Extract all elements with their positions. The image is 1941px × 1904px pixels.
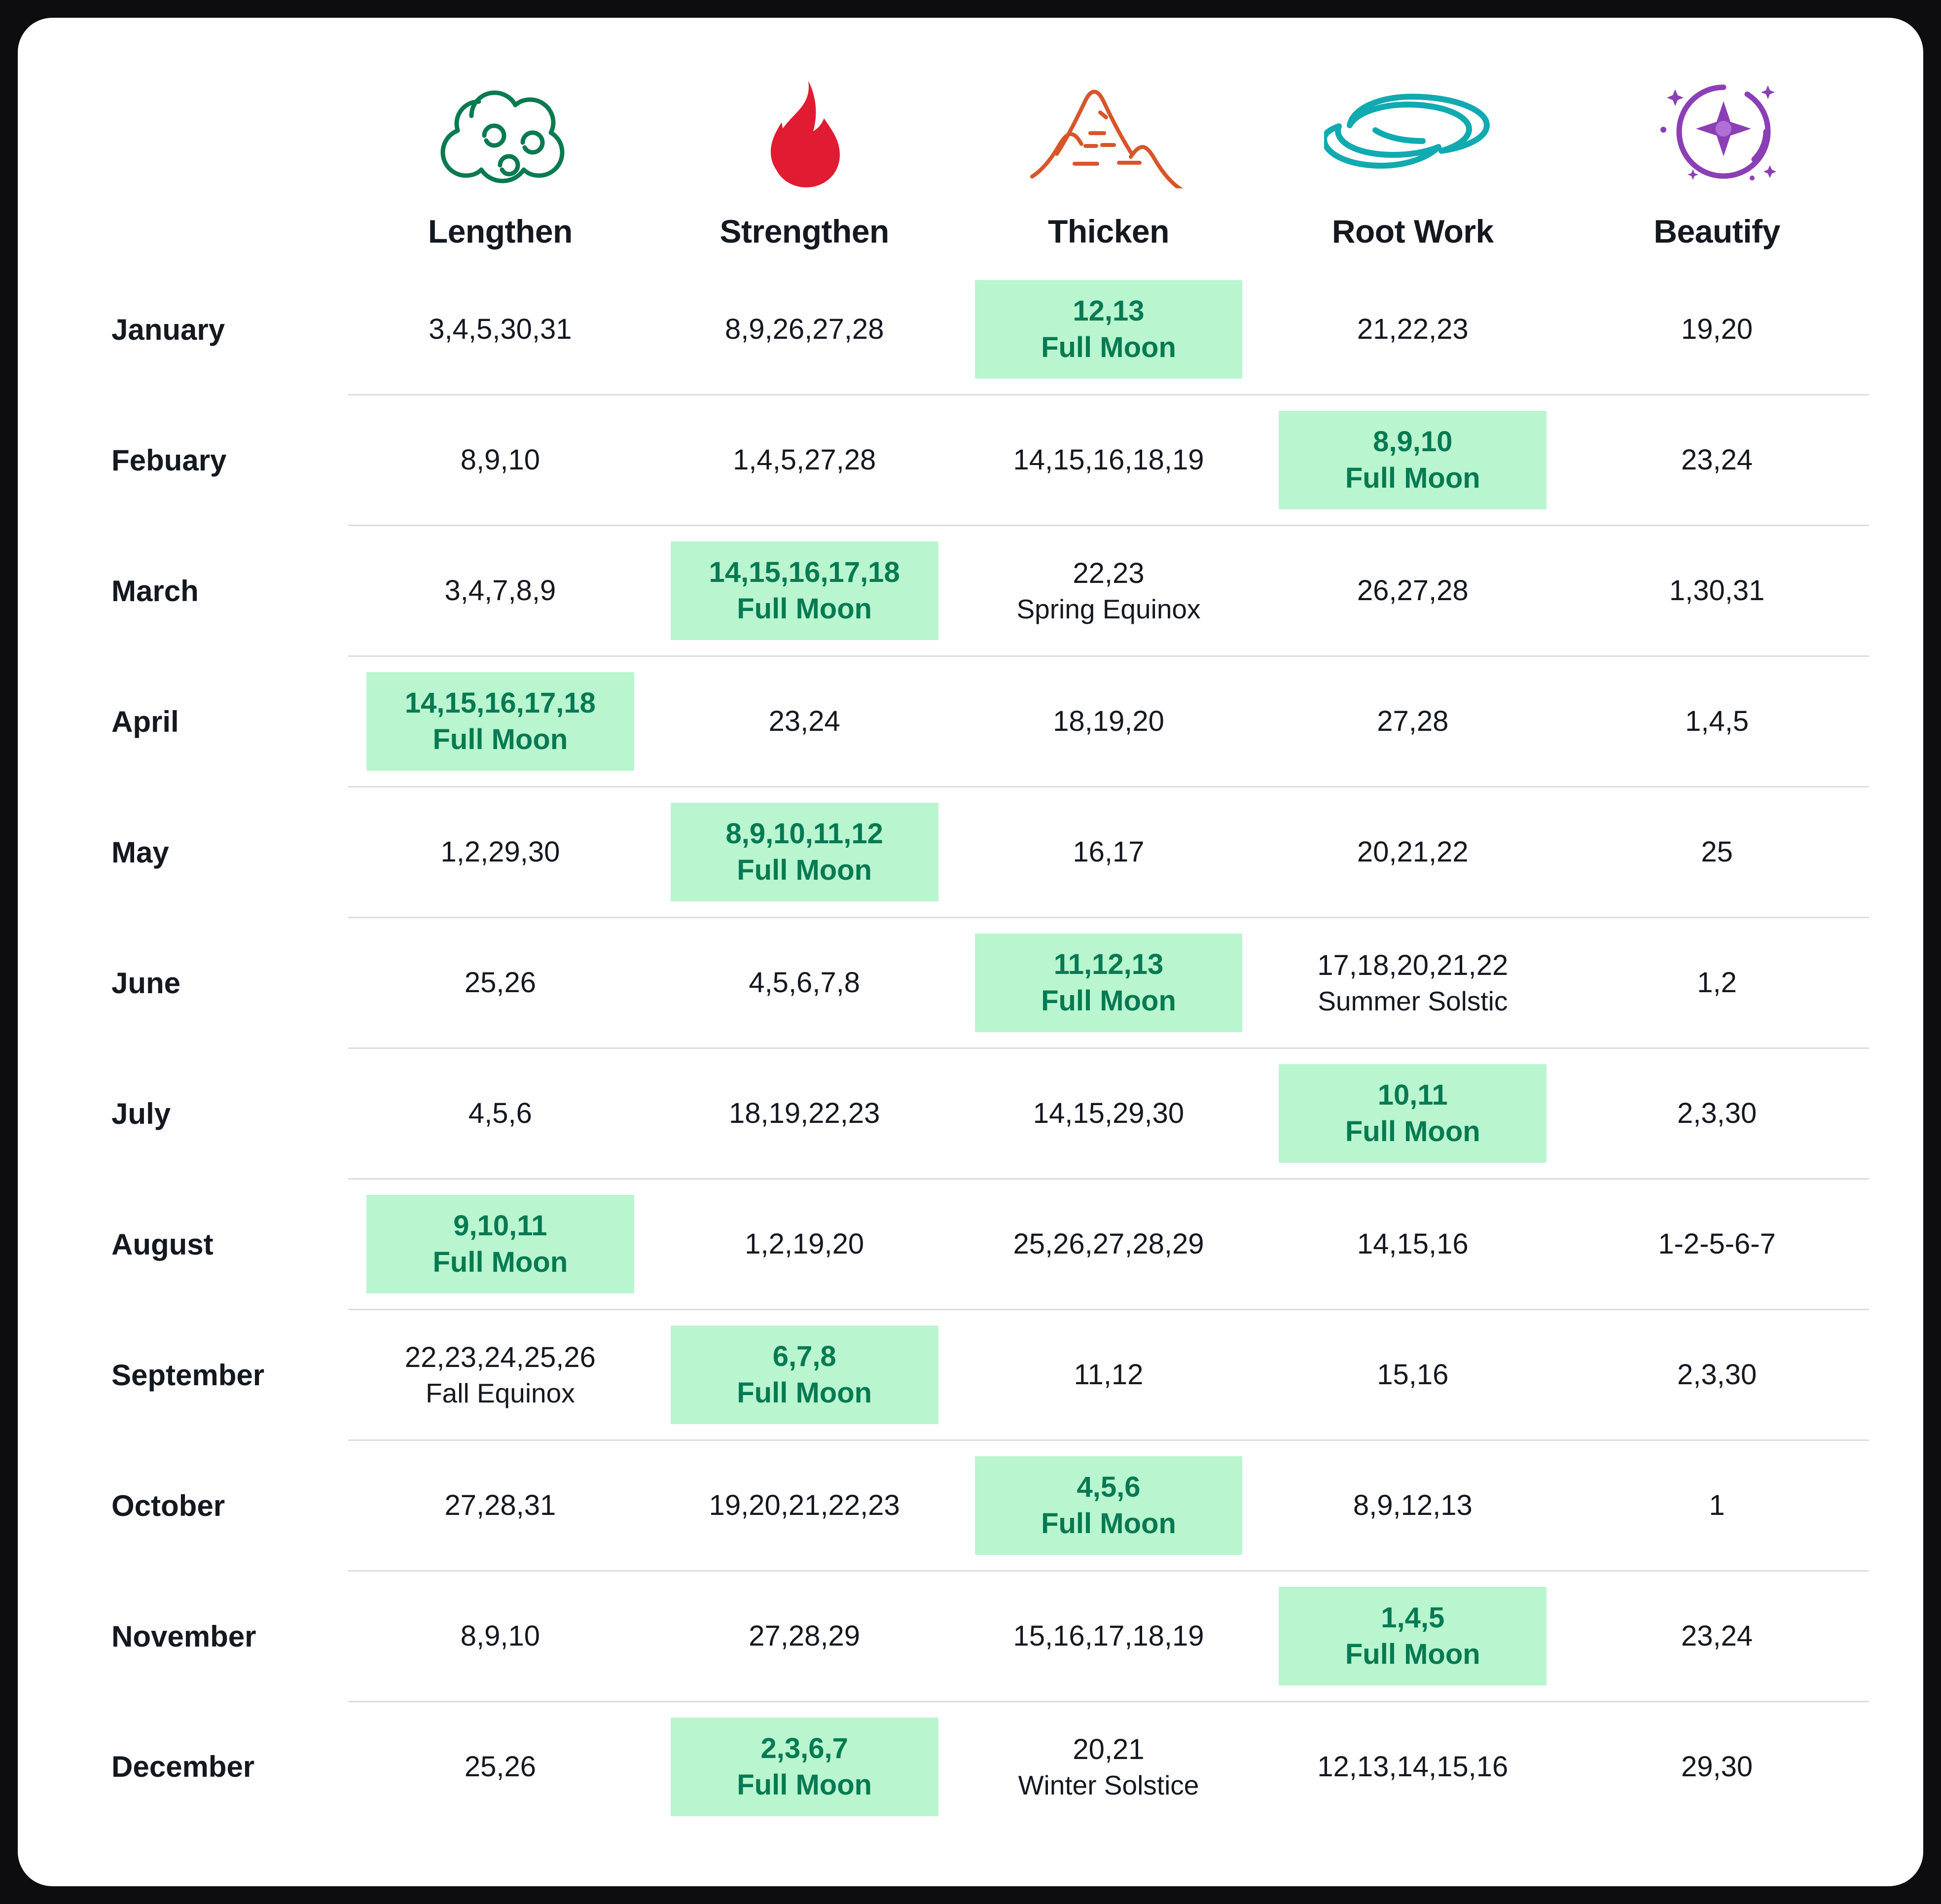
- cell-dates: 4,5,6: [1077, 1471, 1141, 1503]
- dates-cell: [652, 442, 957, 478]
- month-label: Febuary: [111, 443, 227, 477]
- cell-note: Spring Equinox: [1016, 593, 1201, 624]
- column-label-lengthen: Lengthen: [428, 213, 573, 250]
- cell-dates: 22,23: [1073, 557, 1145, 589]
- mountain-icon: [1027, 63, 1190, 206]
- full-moon-cell: [975, 934, 1243, 1032]
- cell-thicken: [957, 1179, 1261, 1310]
- cell-dates: 2,3,30: [1677, 1097, 1757, 1129]
- dates-cell: [957, 1095, 1261, 1132]
- table-row: [72, 1702, 1869, 1832]
- cell-thicken: [957, 918, 1261, 1048]
- cloud-swirl-icon: [426, 63, 574, 206]
- cell-dates: 17,18,20,21,22: [1317, 949, 1509, 981]
- cell-dates: 25,26,27,28,29: [1013, 1227, 1204, 1260]
- header-lengthen: [348, 62, 652, 265]
- column-label-strengthen: Strengthen: [719, 213, 889, 250]
- cell-thicken: [957, 395, 1261, 526]
- header-thicken: [957, 62, 1261, 265]
- full-moon-label: Full Moon: [1345, 462, 1480, 494]
- table-row: [72, 265, 1869, 395]
- cell-beautify: [1565, 1702, 1869, 1832]
- cell-rootwork: [1260, 395, 1565, 526]
- cell-rootwork: [1260, 656, 1565, 787]
- cell-dates: 23,24: [768, 705, 840, 737]
- header-month-blank: [72, 62, 348, 265]
- header-root-work: [1260, 62, 1565, 265]
- cell-dates: 8,9,26,27,28: [724, 313, 884, 345]
- header-row: [72, 62, 1869, 265]
- dates-cell: [957, 703, 1261, 740]
- dates-cell: [348, 311, 652, 348]
- cell-dates: 25: [1701, 835, 1733, 868]
- header-beautify: [1565, 62, 1869, 265]
- cell-beautify: [1565, 787, 1869, 918]
- dates-cell: [1260, 1487, 1565, 1524]
- full-moon-label: Full Moon: [1345, 1638, 1480, 1670]
- full-moon-label: Full Moon: [1041, 331, 1176, 363]
- wave-icon: [1324, 63, 1502, 206]
- cell-lengthen: [348, 1048, 652, 1179]
- cell-dates: 6,7,8: [772, 1340, 836, 1372]
- cell-lengthen: [348, 526, 652, 656]
- cell-dates: 8,9,10: [1373, 425, 1453, 458]
- cell-strengthen: [652, 787, 957, 918]
- dates-cell: [1565, 965, 1869, 1001]
- cell-rootwork: [1260, 1179, 1565, 1310]
- dates-cell: [1565, 1226, 1869, 1262]
- cell-rootwork: [1260, 1310, 1565, 1440]
- table-row: [72, 395, 1869, 526]
- cell-note: Fall Equinox: [426, 1377, 575, 1408]
- cell-rootwork: [1260, 1440, 1565, 1571]
- full-moon-label: Full Moon: [737, 1377, 872, 1409]
- dates-cell: [1260, 834, 1565, 870]
- cell-dates: 26,27,28: [1357, 574, 1469, 607]
- cell-thicken: [957, 1440, 1261, 1571]
- dates-cell: [1565, 1487, 1869, 1524]
- header-strengthen: [652, 62, 957, 265]
- cell-dates: 1,2,29,30: [440, 835, 560, 868]
- cell-dates: 23,24: [1681, 1619, 1753, 1652]
- dates-cell: [1260, 947, 1565, 1019]
- full-moon-cell: [366, 1195, 634, 1293]
- cell-lengthen: [348, 787, 652, 918]
- cell-beautify: [1565, 1571, 1869, 1702]
- dates-cell: [348, 1095, 652, 1132]
- dates-cell: [957, 1618, 1261, 1654]
- cell-dates: 1,30,31: [1669, 574, 1765, 607]
- cell-dates: 1,2: [1697, 966, 1737, 999]
- cell-rootwork: [1260, 526, 1565, 656]
- dates-cell: [348, 965, 652, 1001]
- cell-thicken: [957, 526, 1261, 656]
- month-label: July: [111, 1097, 171, 1130]
- cell-dates: 19,20: [1681, 313, 1753, 345]
- cell-dates: 4,5,6,7,8: [749, 966, 861, 999]
- cell-beautify: [1565, 656, 1869, 787]
- table-row: [72, 1440, 1869, 1571]
- cell-dates: 15,16: [1377, 1358, 1449, 1391]
- cell-rootwork: [1260, 265, 1565, 395]
- full-moon-cell: [1279, 1587, 1546, 1686]
- column-label-beautify: Beautify: [1653, 213, 1780, 250]
- cell-dates: 1,4,5,27,28: [733, 443, 876, 476]
- cell-strengthen: [652, 1179, 957, 1310]
- month-label: September: [111, 1358, 265, 1392]
- dates-cell: [957, 555, 1261, 627]
- month-label: August: [111, 1227, 214, 1261]
- cell-dates: 8,9,10,11,12: [725, 817, 883, 850]
- cell-lengthen: [348, 656, 652, 787]
- cell-rootwork: [1260, 1048, 1565, 1179]
- cell-dates: 27,28,31: [444, 1489, 556, 1521]
- cell-dates: 12,13,14,15,16: [1317, 1750, 1509, 1783]
- dates-cell: [1565, 311, 1869, 348]
- cell-dates: 14,15,16,18,19: [1013, 443, 1204, 476]
- month-label: May: [111, 835, 169, 869]
- cell-dates: 14,15,16: [1357, 1227, 1469, 1260]
- cell-thicken: [957, 265, 1261, 395]
- dates-cell: [1260, 311, 1565, 348]
- cell-dates: 1-2-5-6-7: [1658, 1227, 1776, 1260]
- cell-dates: 18,19,22,23: [728, 1097, 880, 1129]
- dates-cell: [348, 834, 652, 870]
- cell-rootwork: [1260, 1571, 1565, 1702]
- dates-cell: [957, 834, 1261, 870]
- cell-dates: 20,21: [1073, 1733, 1145, 1765]
- full-moon-cell: [1279, 1064, 1546, 1163]
- cell-dates: 2,3,6,7: [760, 1732, 848, 1764]
- month-label: June: [111, 966, 181, 1000]
- column-label-thicken: Thicken: [1048, 213, 1169, 250]
- cell-dates: 21,22,23: [1357, 313, 1469, 345]
- cell-beautify: [1565, 265, 1869, 395]
- cell-thicken: [957, 1702, 1261, 1832]
- month-label: April: [111, 705, 179, 738]
- cell-dates: 14,15,16,17,18: [709, 556, 900, 588]
- cell-dates: 3,4,7,8,9: [444, 574, 556, 607]
- cell-dates: 11,12,13: [1053, 948, 1164, 980]
- month-label: November: [111, 1619, 256, 1653]
- full-moon-cell: [671, 1326, 938, 1424]
- cell-beautify: [1565, 1048, 1869, 1179]
- cell-dates: 8,9,10: [460, 443, 540, 476]
- cell-strengthen: [652, 1048, 957, 1179]
- cell-dates: 11,12: [1074, 1358, 1144, 1391]
- full-moon-cell: [671, 541, 938, 640]
- cell-dates: 20,21,22: [1357, 835, 1469, 868]
- dates-cell: [1565, 573, 1869, 609]
- full-moon-label: Full Moon: [737, 593, 872, 625]
- dates-cell: [1565, 834, 1869, 870]
- cell-strengthen: [652, 1571, 957, 1702]
- full-moon-cell: [975, 1456, 1243, 1555]
- dates-cell: [1565, 1095, 1869, 1132]
- cell-dates: 10,11: [1377, 1078, 1448, 1111]
- cell-dates: 12,13: [1073, 294, 1145, 327]
- cell-lengthen: [348, 1702, 652, 1832]
- dates-cell: [1260, 703, 1565, 740]
- cell-beautify: [1565, 1179, 1869, 1310]
- cell-thicken: [957, 1571, 1261, 1702]
- dates-cell: [957, 1357, 1261, 1393]
- full-moon-cell: [671, 1718, 938, 1816]
- cell-dates: 1,4,5: [1685, 705, 1749, 737]
- full-moon-label: Full Moon: [1041, 1508, 1176, 1540]
- cell-rootwork: [1260, 787, 1565, 918]
- dates-cell: [957, 1226, 1261, 1262]
- cell-dates: 1: [1709, 1489, 1725, 1521]
- flame-icon: [745, 63, 863, 206]
- cell-dates: 22,23,24,25,26: [404, 1341, 596, 1373]
- cell-dates: 15,16,17,18,19: [1013, 1619, 1204, 1652]
- cell-strengthen: [652, 1310, 957, 1440]
- cell-thicken: [957, 1310, 1261, 1440]
- dates-cell: [348, 1749, 652, 1785]
- month-label: January: [111, 313, 225, 347]
- cell-rootwork: [1260, 1702, 1565, 1832]
- dates-cell: [957, 1731, 1261, 1803]
- dates-cell: [1565, 1357, 1869, 1393]
- table-row: [72, 1571, 1869, 1702]
- dates-cell: [1260, 1226, 1565, 1262]
- cell-dates: 25,26: [464, 966, 536, 999]
- dates-cell: [957, 442, 1261, 478]
- dates-cell: [652, 1226, 957, 1262]
- dates-cell: [1565, 1749, 1869, 1785]
- cell-strengthen: [652, 1702, 957, 1832]
- hair-care-calendar-table: [72, 62, 1869, 1832]
- full-moon-cell: [1279, 411, 1546, 509]
- cell-lengthen: [348, 1571, 652, 1702]
- table-row: [72, 1048, 1869, 1179]
- cell-lengthen: [348, 1440, 652, 1571]
- dates-cell: [652, 703, 957, 740]
- full-moon-label: Full Moon: [737, 854, 872, 886]
- cell-strengthen: [652, 1440, 957, 1571]
- dates-cell: [348, 442, 652, 478]
- cell-dates: 8,9,10: [460, 1619, 540, 1652]
- cell-beautify: [1565, 1310, 1869, 1440]
- cell-strengthen: [652, 265, 957, 395]
- dates-cell: [652, 1487, 957, 1524]
- dates-cell: [652, 965, 957, 1001]
- cell-note: Summer Solstic: [1318, 985, 1508, 1016]
- cell-strengthen: [652, 526, 957, 656]
- table-row: [72, 787, 1869, 918]
- dates-cell: [1260, 1357, 1565, 1393]
- cell-strengthen: [652, 918, 957, 1048]
- cell-thicken: [957, 1048, 1261, 1179]
- cell-rootwork: [1260, 918, 1565, 1048]
- cell-lengthen: [348, 918, 652, 1048]
- month-label: March: [111, 574, 199, 608]
- cell-dates: 1,4,5: [1381, 1601, 1445, 1634]
- dates-cell: [652, 311, 957, 348]
- dates-cell: [348, 1618, 652, 1654]
- dates-cell: [652, 1095, 957, 1132]
- cell-dates: 18,19,20: [1053, 705, 1164, 737]
- table-row: [72, 918, 1869, 1048]
- cell-dates: 9,10,11: [453, 1209, 547, 1242]
- month-label: December: [111, 1750, 255, 1783]
- month-label: October: [111, 1489, 225, 1522]
- dates-cell: [348, 1487, 652, 1524]
- full-moon-label: Full Moon: [737, 1769, 872, 1801]
- cell-dates: 16,17: [1073, 835, 1145, 868]
- cell-thicken: [957, 787, 1261, 918]
- full-moon-cell: [366, 672, 634, 771]
- cell-beautify: [1565, 918, 1869, 1048]
- cell-lengthen: [348, 265, 652, 395]
- cell-lengthen: [348, 1179, 652, 1310]
- dates-cell: [348, 573, 652, 609]
- cell-dates: 1,2,19,20: [745, 1227, 864, 1260]
- dates-cell: [1565, 1618, 1869, 1654]
- column-label-rootwork: Root Work: [1331, 213, 1494, 250]
- cell-lengthen: [348, 395, 652, 526]
- cell-dates: 4,5,6: [468, 1097, 532, 1129]
- cell-dates: 3,4,5,30,31: [429, 313, 572, 345]
- cell-beautify: [1565, 395, 1869, 526]
- calendar-card: [18, 18, 1923, 1886]
- cell-dates: 29,30: [1681, 1750, 1753, 1783]
- dates-cell: [652, 1618, 957, 1654]
- cell-dates: 8,9,12,13: [1353, 1489, 1473, 1521]
- dates-cell: [1565, 703, 1869, 740]
- cell-beautify: [1565, 526, 1869, 656]
- table-row: [72, 1310, 1869, 1440]
- cell-note: Winter Solstice: [1018, 1769, 1199, 1800]
- full-moon-label: Full Moon: [432, 1246, 568, 1278]
- cell-dates: 27,28: [1377, 705, 1449, 737]
- full-moon-label: Full Moon: [432, 723, 568, 755]
- full-moon-cell: [975, 280, 1243, 379]
- cell-thicken: [957, 656, 1261, 787]
- cell-beautify: [1565, 1440, 1869, 1571]
- cell-strengthen: [652, 395, 957, 526]
- dates-cell: [348, 1339, 652, 1411]
- cell-dates: 2,3,30: [1677, 1358, 1757, 1391]
- full-moon-label: Full Moon: [1041, 985, 1176, 1017]
- table-row: [72, 656, 1869, 787]
- cell-dates: 23,24: [1681, 443, 1753, 476]
- dates-cell: [1260, 573, 1565, 609]
- table-row: [72, 526, 1869, 656]
- table-body: [72, 265, 1869, 1832]
- cell-dates: 19,20,21,22,23: [709, 1489, 900, 1521]
- dates-cell: [1565, 442, 1869, 478]
- full-moon-label: Full Moon: [1345, 1115, 1480, 1148]
- cell-lengthen: [348, 1310, 652, 1440]
- table-header: [72, 62, 1869, 265]
- cell-dates: 14,15,29,30: [1033, 1097, 1185, 1129]
- table-row: [72, 1179, 1869, 1310]
- dates-cell: [1260, 1749, 1565, 1785]
- cell-dates: 14,15,16,17,18: [404, 686, 596, 719]
- full-moon-cell: [671, 803, 938, 901]
- cell-dates: 25,26: [464, 1750, 536, 1783]
- star-moon-icon: [1646, 63, 1789, 206]
- cell-strengthen: [652, 656, 957, 787]
- cell-dates: 27,28,29: [749, 1619, 861, 1652]
